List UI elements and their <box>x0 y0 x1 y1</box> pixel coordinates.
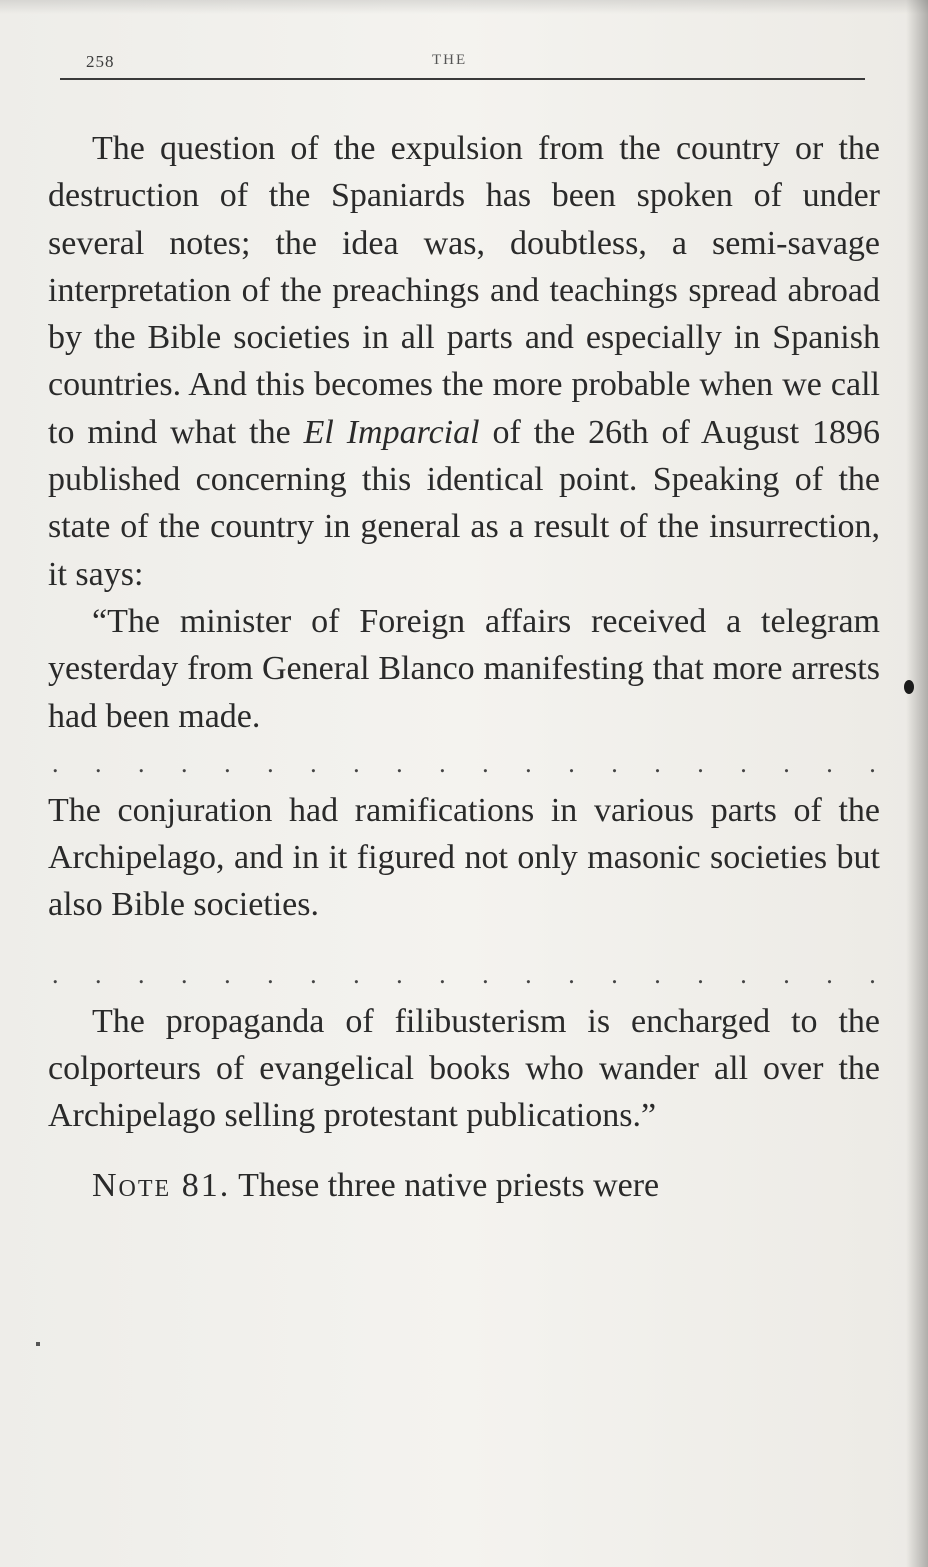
ellipsis-dot: . <box>439 748 446 778</box>
note-81 <box>48 1162 880 1209</box>
margin-ink-dot <box>904 680 914 694</box>
paragraph-1-text-b: of the 26th of August 1896 published concerning this identical point. Speaking of the state of the country in general as a result of the insurrection, it says: <box>48 413 881 593</box>
ellipsis-dot: . <box>525 959 532 989</box>
spacer <box>48 1140 880 1162</box>
paragraph-3: The conjuration had ramifications in various parts of the Archipelago, and in it figured not only masonic societies but also Bible societies. <box>48 791 880 924</box>
ellipsis-dot: . <box>353 748 360 778</box>
ellipsis-dot: . <box>310 748 317 778</box>
ellipsis-dot: . <box>224 959 231 989</box>
page-top-shadow <box>0 0 928 14</box>
ellipsis-dot: . <box>740 748 747 778</box>
paragraph-2: “The minister of Foreign affairs received a telegram yesterday from General Blanco manifesting that more arrests had been made. <box>48 602 880 735</box>
ellipsis-dot: . <box>181 959 188 989</box>
margin-ink-tick <box>36 1342 40 1346</box>
page-number: 258 <box>86 52 115 71</box>
ellipsis-dot: . <box>783 748 790 778</box>
ellipsis-dot: . <box>138 748 145 778</box>
ellipsis-row-1 <box>48 740 880 787</box>
ellipsis-dot: . <box>482 748 489 778</box>
ellipsis-dot: . <box>697 959 704 989</box>
ellipsis-dot: . <box>525 748 532 778</box>
ellipsis-dot: . <box>353 959 360 989</box>
newspaper-title: El Imparcial <box>303 413 480 451</box>
ellipsis-dot: . <box>52 748 59 778</box>
ellipsis-dot: . <box>267 959 274 989</box>
ellipsis-dot: . <box>568 959 575 989</box>
paragraph-1-text-a: The question of the expulsion from the country or the destruction of the Spaniards has been spoken of under several notes; the idea was, doubtless, a semi-savage interpretation of the preachings and teachings spread abroad by the Bible societies in all parts and especially in Spanish countries. And this becomes the more probable when we call to mind what the <box>48 130 880 451</box>
ellipsis-dot: . <box>869 959 876 989</box>
ellipsis-dot: . <box>826 748 833 778</box>
running-title: THE <box>432 52 468 68</box>
ellipsis-dot: . <box>396 748 403 778</box>
header-rule <box>60 78 865 80</box>
ellipsis-dot: . <box>181 748 188 778</box>
ellipsis-dot: . <box>826 959 833 989</box>
ellipsis-row-2 <box>48 951 880 998</box>
ellipsis-dot: . <box>568 748 575 778</box>
ellipsis-dot: . <box>224 748 231 778</box>
page-header <box>60 52 865 86</box>
ellipsis-dot: . <box>697 748 704 778</box>
paragraph-1 <box>48 125 880 598</box>
body-text <box>48 125 880 1209</box>
ellipsis-dot: . <box>783 959 790 989</box>
ellipsis-dot: . <box>482 959 489 989</box>
note-text: These three native priests were <box>230 1166 660 1204</box>
ellipsis-dot: . <box>869 748 876 778</box>
ellipsis-dot: . <box>95 959 102 989</box>
ellipsis-dot: . <box>611 748 618 778</box>
paragraph-4: The propaganda of filibusterism is encharged to the colporteurs of evangelical books who wander all over the Archipelago selling protestant publications.” <box>48 1002 880 1135</box>
ellipsis-dot: . <box>740 959 747 989</box>
ellipsis-dot: . <box>654 748 661 778</box>
ellipsis-dot: . <box>654 959 661 989</box>
ellipsis-dot: . <box>310 959 317 989</box>
ellipsis-dot: . <box>396 959 403 989</box>
ellipsis-dot: . <box>439 959 446 989</box>
ellipsis-dot: . <box>267 748 274 778</box>
spacer <box>48 929 880 951</box>
page-binding-shadow <box>906 0 928 1567</box>
ellipsis-dot: . <box>138 959 145 989</box>
ellipsis-dot: . <box>52 959 59 989</box>
ellipsis-dot: . <box>95 748 102 778</box>
note-label: Note 81. <box>92 1166 231 1204</box>
ellipsis-dot: . <box>611 959 618 989</box>
